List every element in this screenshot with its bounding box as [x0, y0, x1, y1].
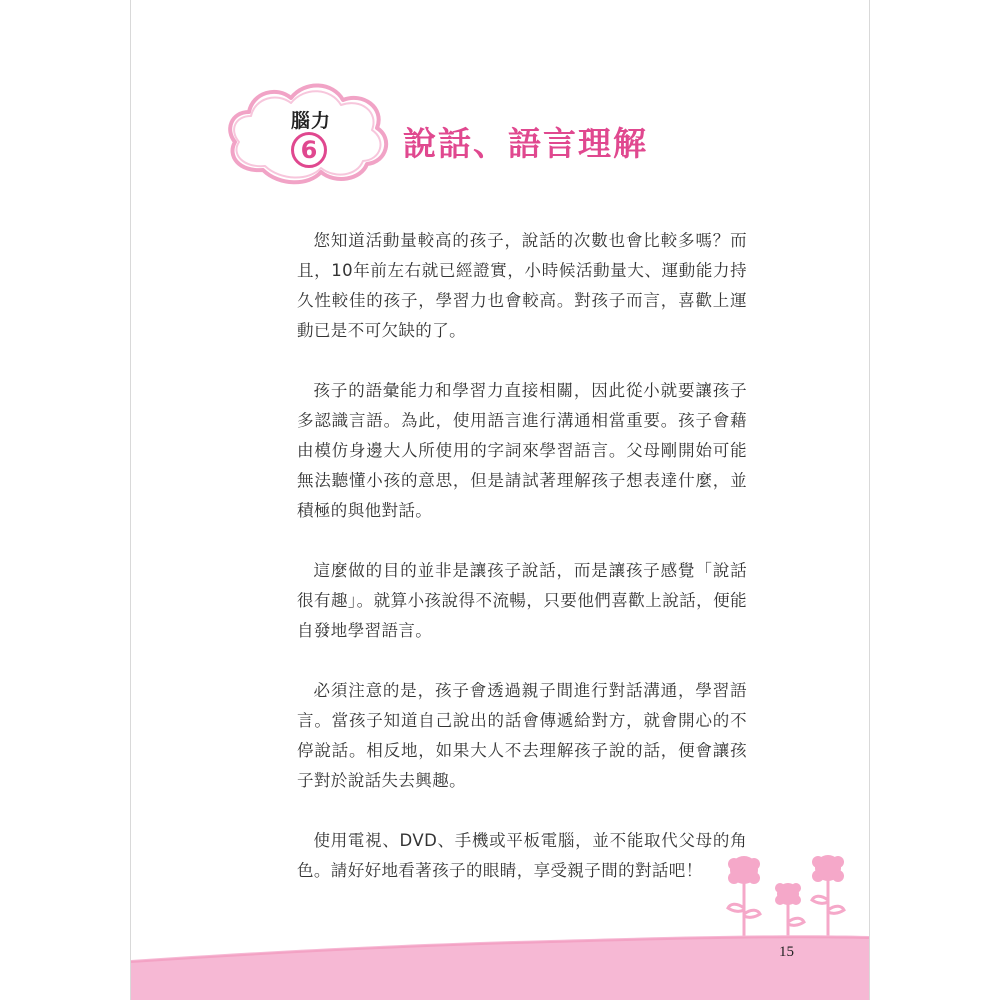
- body-text: [297, 226, 747, 916]
- paragraph: 孩子的語彙能力和學習力直接相關，因此從小就要讓孩子多認識言語。為此，使用語言進行溝通相當重要。孩子會藉由模仿身邊大人所使用的字詞來學習語言。父母剛開始可能無法聽懂小孩的意思，但是請試著理解孩子想表達什麼，並積極的與他對話。: [297, 381, 747, 520]
- paragraph: 使用電視、DVD、手機或平板電腦，並不能取代父母的角色。請好好地看著孩子的眼睛，享受親子間的對話吧！: [297, 831, 747, 880]
- paragraph: 必須注意的是，孩子會透過親子間進行對話溝通，學習語言。當孩子知道自己說出的話會傳遞給對方，就會開心的不停說話。相反地，如果大人不去理解孩子說的話，便會讓孩子對於說話失去興趣。: [297, 681, 747, 790]
- bottom-band: [131, 918, 869, 1000]
- badge-label: 腦力: [290, 110, 331, 132]
- paragraph: 您知道活動量較高的孩子，說話的次數也會比較多嗎？而且，10年前左右就已經證實，小時候活動量大、運動能力持久性較佳的孩子，學習力也會較高。對孩子而言，喜歡上運動已是不可欠缺的了。: [297, 231, 747, 340]
- paragraph: 這麼做的目的並非是讓孩子說話，而是讓孩子感覺「說話很有趣」。就算小孩說得不流暢，只要他們喜歡上說話，便能自發地學習語言。: [297, 561, 747, 640]
- page-number: 15: [779, 944, 794, 960]
- badge-number: 6: [291, 132, 327, 168]
- book-page: [130, 0, 870, 1000]
- chapter-title: 說話、語言理解: [403, 124, 648, 163]
